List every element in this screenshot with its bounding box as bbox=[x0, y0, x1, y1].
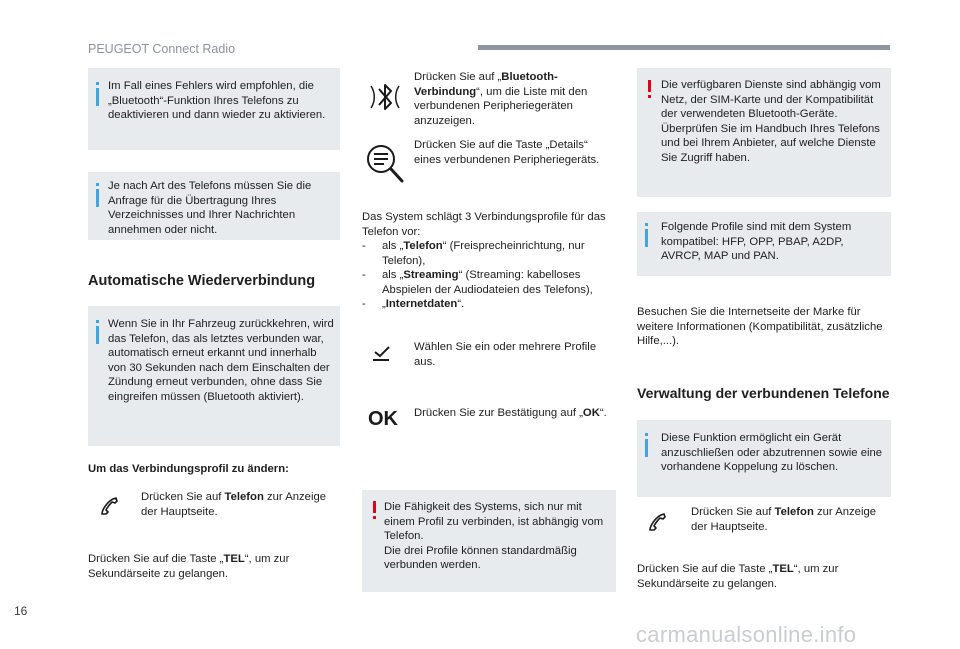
step-press-tel: Drücken Sie auf die Taste „TEL“, um zur Sekundärseite zu gelangen. bbox=[637, 563, 839, 590]
info-text: Wenn Sie in Ihr Fahrzeug zurückkehren, wird das Telefon, das als letztes verbunden war, automatisch erneut erkannt und innerhalb von 30 Sekunden nach dem Einschalten der Zündung erneut verbunden, ohne dass Sie eingreifen müssen (Bluetooth aktiviert). bbox=[108, 318, 334, 403]
profile-list bbox=[362, 239, 612, 312]
watermark: carmanualsonline.info bbox=[636, 622, 857, 647]
info-text: Folgende Profile sind mit dem System kompatibel: HFP, OPP, PBAP, A2DP, AVRCP, MAP und PAN. bbox=[661, 221, 852, 263]
page-number: 16 bbox=[14, 604, 28, 618]
section-heading-auto-reconnect: Automatische Wiederverbindung bbox=[88, 273, 316, 289]
info-icon bbox=[645, 439, 648, 457]
phone-icon bbox=[646, 510, 670, 534]
step-bluetooth-connection: Drücken Sie auf „Bluetooth-Verbindung“, um die Liste mit den verbundenen Peripheriegeräten anzuzeigen. bbox=[414, 71, 588, 127]
header-bar bbox=[478, 45, 890, 50]
visit-website-text: Besuchen Sie die Internetseite der Marke für weitere Informationen (Kompatibilität, zusätzliche Hilfe,...). bbox=[637, 306, 883, 348]
info-icon bbox=[96, 88, 99, 106]
step-press-phone: Drücken Sie auf Telefon zur Anzeige der Hauptseite. bbox=[691, 506, 877, 533]
info-icon bbox=[96, 326, 99, 344]
warning-box-services bbox=[637, 68, 891, 197]
info-text: Je nach Art des Telefons müssen Sie die Anfrage für die Übertragung Ihres Verzeichnisses und Ihrer Nachrichten annehmen oder nicht. bbox=[108, 180, 312, 236]
bluetooth-connection-icon bbox=[365, 70, 405, 124]
running-header: PEUGEOT Connect Radio bbox=[88, 42, 236, 56]
section-heading-manage-phones: Verwaltung der verbundenen Telefone bbox=[637, 385, 890, 401]
info-box-auto-reconnect bbox=[88, 306, 340, 446]
phone-icon bbox=[98, 494, 122, 518]
info-box-compatible-profiles bbox=[637, 212, 891, 276]
info-text: Im Fall eines Fehlers wird empfohlen, die „Bluetooth“-Funktion Ihres Telefons zu deaktivieren und dann wieder zu aktivieren. bbox=[108, 80, 326, 122]
warning-box-single-profile bbox=[362, 490, 616, 592]
list-item: - als „Telefon“ (Freisprecheinrichtung, nur Telefon), bbox=[362, 240, 585, 267]
info-box-bluetooth-error bbox=[88, 68, 340, 150]
list-item: - „Internetdaten“. bbox=[362, 298, 465, 311]
warning-text: Die Fähigkeit des Systems, sich nur mit einem Profil zu verbinden, ist abhängig vom Telefon. Die drei Profile können standardmäßig verbunden werden. bbox=[384, 501, 604, 572]
checkbox-icon bbox=[370, 344, 394, 364]
info-icon bbox=[645, 229, 648, 247]
subheading-change-profile: Um das Verbindungsprofil zu ändern: bbox=[88, 463, 289, 475]
warning-icon bbox=[373, 501, 376, 513]
info-text: Diese Funktion ermöglicht ein Gerät anzuschließen oder abzutrennen sowie eine vorhandene Koppelung zu löschen. bbox=[661, 432, 883, 474]
details-icon bbox=[364, 140, 406, 186]
info-box-phone-type bbox=[88, 172, 340, 240]
info-box-manage-phones bbox=[637, 420, 891, 497]
step-details: Drücken Sie auf die Taste „Details“ eines verbundenen Peripheriegeräts. bbox=[414, 139, 600, 166]
profiles-intro: Das System schlägt 3 Verbindungsprofile für das Telefon vor: bbox=[362, 211, 606, 238]
list-item: - als „Streaming“ (Streaming: kabelloses Abspielen der Audiodateien des Telefons), bbox=[362, 269, 593, 296]
warning-text: Die verfügbaren Dienste sind abhängig vom Netz, der SIM-Karte und der Kompatibilität der verwendeten Bluetooth-Geräte. Überprüfen Sie im Handbuch Ihres Telefons und bei Ihrem Anbieter, auf welche Dienste Sie Zugriff haben. bbox=[661, 79, 881, 164]
info-icon bbox=[96, 189, 99, 207]
warning-icon bbox=[648, 80, 651, 92]
step-confirm-ok: Drücken Sie zur Bestätigung auf „OK“. bbox=[414, 407, 607, 419]
step-press-phone: Drücken Sie auf Telefon zur Anzeige der Hauptseite. bbox=[141, 491, 327, 518]
ok-icon: OK bbox=[368, 408, 398, 430]
step-select-profiles: Wählen Sie ein oder mehrere Profile aus. bbox=[414, 341, 597, 368]
step-press-tel: Drücken Sie auf die Taste „TEL“, um zur Sekundärseite zu gelangen. bbox=[88, 553, 290, 580]
